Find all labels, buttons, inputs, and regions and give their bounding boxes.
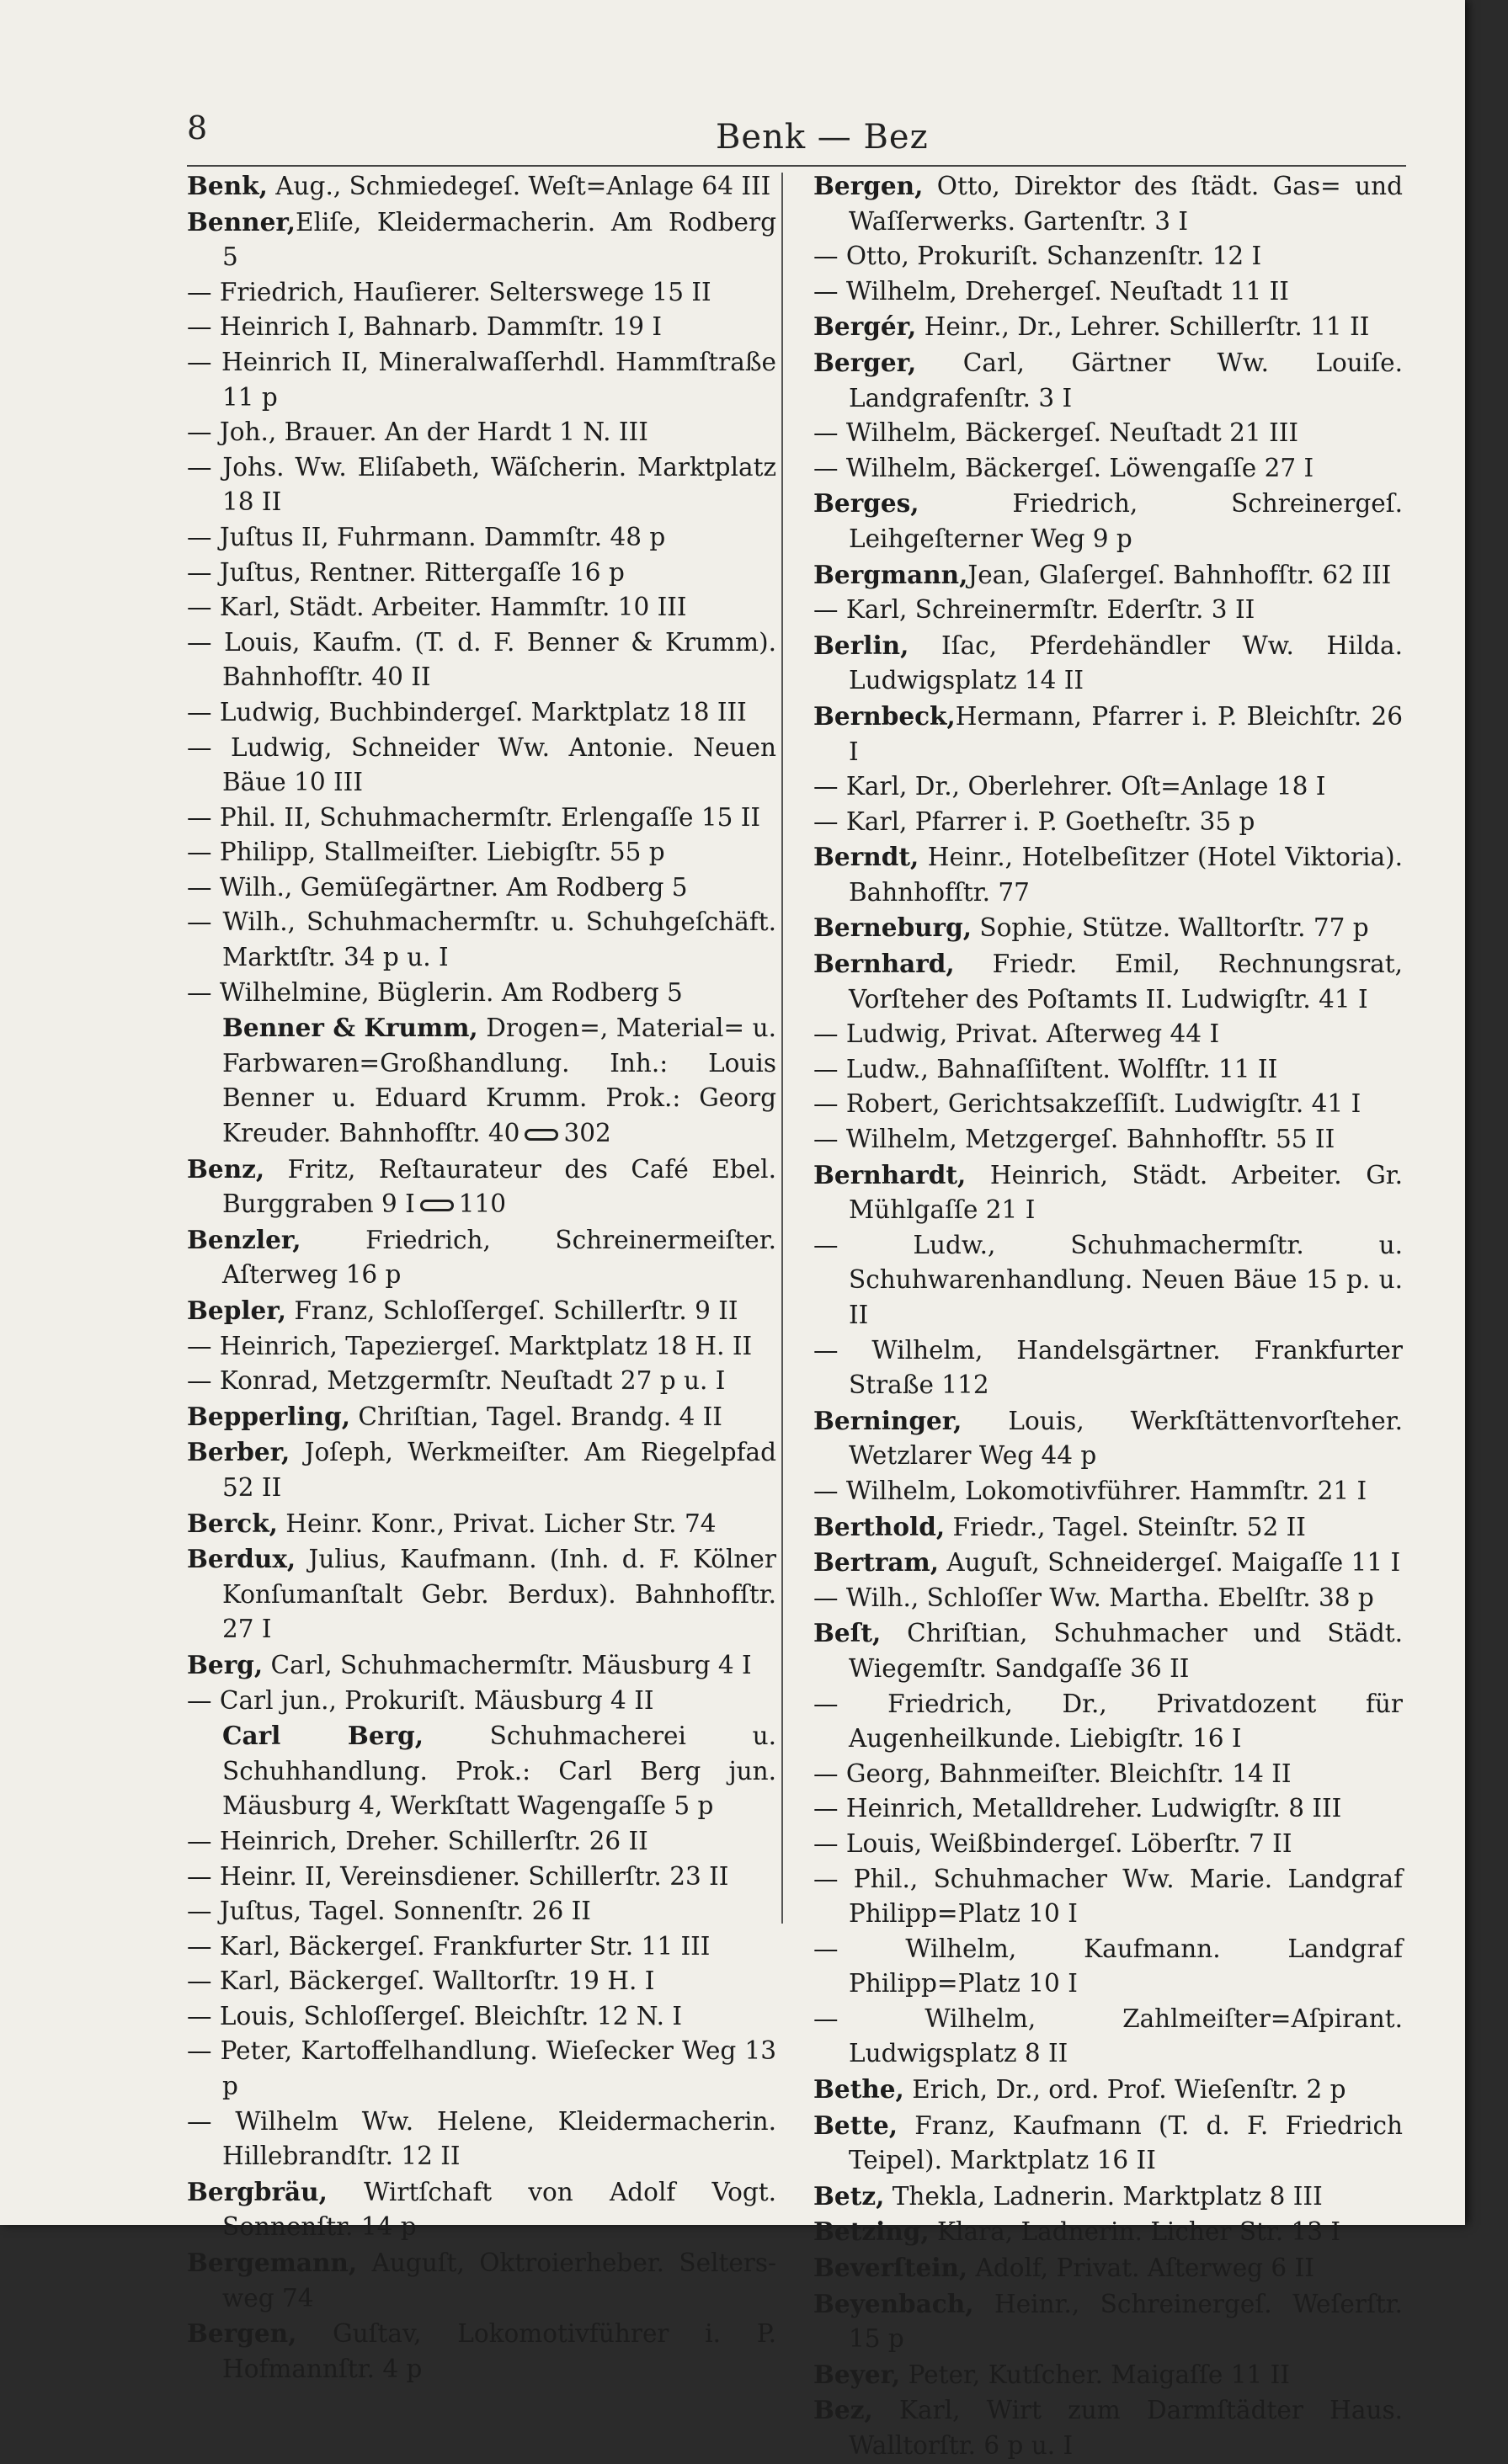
entry-details: Friedrich, Schreinergeſ. Leihgeſterner Weg 9 p (849, 489, 1403, 553)
entry-details: Schuhmacherei u. Schuhhandlung. Prok.: Carl Berg jun. Mäusburg 4, Werkſtatt Wagengaſſe 5 p (222, 1722, 776, 1821)
entry-details: Otto, Direktor des ſtädt. Gas= und Waſſerwerks. Gartenſtr. 3 I (849, 172, 1403, 236)
entry-details: — Robert, Gerichtsakzeſſiſt. Ludwigſtr. 41 I (813, 1089, 1361, 1119)
entry-details: — Ludwig, Schneider Ww. Antonie. Neuen Bäue 10 III (187, 732, 776, 797)
entry-details: — Wilh., Schuhmachermſtr. u. Schuhgeſchäft. Marktſtr. 34 p u. I (187, 907, 776, 972)
directory-entry (187, 1222, 776, 1293)
entry-details: — Wilh., Schloſſer Ww. Martha. Ebelſtr. 38 p (813, 1583, 1374, 1612)
entry-surname: Bette, (813, 2110, 898, 2140)
entry-details: Hermann, Pfarrer i. P. Bleichſtr. 26 I (849, 701, 1403, 766)
entry-details: Eliſe, Kleidermacherin. Am Rodberg 5 (222, 207, 776, 272)
entry-details: Erich, Dr., ord. Prof. Wieſenſtr. 2 p (903, 2075, 1346, 2105)
entry-details: — Friedrich, Dr., Privatdozent für Augenheilkunde. Liebigſtr. 16 I (813, 1689, 1403, 1754)
directory-entry (187, 1364, 776, 1399)
entry-details: — Karl, Schreinermſtr. Ederſtr. 3 II (813, 595, 1255, 625)
directory-entry (813, 1687, 1403, 1757)
entry-details: — Philipp, Stallmeiſter. Liebigſtr. 55 p (187, 838, 665, 867)
directory-entry (813, 2072, 1403, 2108)
entry-surname: Bergér, (813, 311, 917, 342)
entry-surname: Benner, (187, 206, 296, 237)
entry-details: — Juſtus, Rentner. Rittergaſſe 16 p (187, 557, 625, 587)
entry-details: — Georg, Bahnmeiſter. Bleichſtr. 14 II (813, 1759, 1292, 1788)
entry-surname: Bertram, (813, 1547, 940, 1578)
entry-details: Auguſt, Oktroierheber. Seltersweg 74 (222, 2248, 776, 2312)
entry-details: — Ludw., Bahnaſſiſtent. Wolfſtr. 11 II (813, 1054, 1278, 1083)
entry-details: — Ludwig, Buchbindergeſ. Marktplatz 18 III (187, 697, 747, 726)
directory-entry (813, 2002, 1403, 2072)
entry-surname: Beyenbach, (813, 2288, 974, 2318)
entry-details: — Louis, Schloſſergeſ. Bleichſtr. 12 N. I (187, 2001, 683, 2030)
directory-entry (813, 1122, 1403, 1157)
telephone-icon (420, 1200, 454, 1211)
directory-entry (813, 168, 1403, 239)
entry-details: Auguſt, Schneidergeſ. Maigaſſe 11 I (939, 1548, 1401, 1578)
running-head: Benk — Bez (716, 118, 929, 157)
entry-surname: Bethe, (813, 2074, 904, 2105)
entry-details: Franz, Kaufmann (T. d. F. Friedrich Teipel). Marktplatz 16 II (849, 2110, 1403, 2175)
entry-details: Sophie, Stütze. Walltorſtr. 77 p (971, 913, 1369, 943)
directory-entry (187, 1293, 776, 1329)
entry-surname: Benz, (187, 1153, 265, 1184)
directory-entry (187, 450, 776, 520)
entry-details: — Heinrich, Dreher. Schillerſtr. 26 II (187, 1826, 648, 1855)
directory-entry (813, 309, 1403, 345)
directory-entry (187, 695, 776, 731)
entry-details: — Johs. Ww. Eliſabeth, Wäſcherin. Marktplatz 18 II (187, 452, 776, 517)
entry-surname: Berber, (187, 1437, 290, 1467)
entry-details: Julius, Kaufmann. (Inh. d. F. Kölner Konſumanſtalt Gebr. Berdux). Bahnhofſtr. 27 I (222, 1545, 776, 1644)
entry-details: — Karl, Bäckergeſ. Walltorſtr. 19 H. I (187, 1966, 655, 1996)
entry-details: Wirtſchaft von Adolf Vogt. Sonnenſtr. 14 p (222, 2177, 776, 2242)
directory-entry (187, 1824, 776, 1860)
directory-entry (813, 2286, 1403, 2357)
directory-entry (187, 1684, 776, 1719)
entry-details: Heinr., Dr., Lehrer. Schillerſtr. 11 II (916, 312, 1370, 342)
directory-entry (813, 2179, 1403, 2215)
entry-details: — Heinr. II, Vereinsdiener. Schillerſtr. 23 II (187, 1861, 729, 1891)
entry-details: Karl, Wirt zum Darmſtädter Haus. Walltorſtr. 6 p u. I (849, 2396, 1403, 2460)
header-rule (187, 165, 1406, 167)
entry-details: — Heinrich, Metalldreher. Ludwigſtr. 8 III (813, 1794, 1342, 1823)
entry-details: Heinr., Hotelbeſitzer (Hotel Viktoria). Bahnhofſtr. 77 (849, 843, 1403, 907)
directory-entry (187, 1152, 776, 1222)
directory-entry (813, 805, 1403, 840)
entry-details: — Joh., Brauer. An der Hardt 1 N. III (187, 418, 648, 447)
entry-surname: Benzler, (187, 1224, 301, 1254)
directory-entry (813, 1017, 1403, 1052)
left-column (187, 168, 776, 2387)
entry-surname: Bergmann, (813, 559, 968, 589)
entry-details: Iſac, Pferdehändler Ww. Hilda. Ludwigsplatz 14 II (849, 631, 1403, 695)
directory-entry (187, 1860, 776, 1895)
directory-entry (187, 415, 776, 450)
entry-surname: Betzing, (813, 2217, 930, 2247)
entry-details: — Heinrich, Tapeziergeſ. Marktplatz 18 H. II (187, 1331, 753, 1360)
directory-entry (187, 168, 776, 205)
entry-surname: Bernhard, (813, 949, 955, 979)
directory-entry (187, 1718, 776, 1824)
entry-details: — Heinrich I, Bahnarb. Dammſtr. 19 I (187, 312, 663, 342)
entry-surname: Benk, (187, 171, 268, 200)
entry-details: — Wilh., Gemüſegärtner. Am Rodberg 5 (187, 872, 688, 902)
entry-details: — Otto, Prokuriſt. Schanzenſtr. 12 I (813, 242, 1262, 271)
entry-details: — Wilhelm, Metzgergeſ. Bahnhofſtr. 55 II (813, 1125, 1335, 1154)
directory-entry (813, 699, 1403, 769)
directory-entry (187, 1964, 776, 1999)
directory-entry (813, 593, 1403, 628)
directory-entry (813, 628, 1403, 699)
entry-details: Chriſtian, Schuhmacher und Städt. Wiegemſtr. Sandgaſſe 36 II (849, 1619, 1403, 1683)
entry-surname: Berndt, (813, 842, 919, 872)
directory-entry (813, 839, 1403, 910)
entry-details: — Friedrich, Hauſierer. Selterswege 15 II (187, 277, 711, 306)
entry-details: — Ludw., Schuhmachermſtr. u. Schuhwarenhandlung. Neuen Bäue 15 p. u. II (813, 1230, 1403, 1329)
directory-entry (813, 1615, 1403, 1686)
directory-entry (187, 625, 776, 695)
entry-details: Aug., Schmiedegeſ. Weſt=Anlage 64 III (267, 172, 771, 200)
entry-details: — Carl jun., Prokuriſt. Mäusburg 4 II (187, 1685, 654, 1715)
entry-details: Drogen=, Material= u. Farbwaren=Großhandlung. Inh.: Louis Benner u. Eduard Krumm. Prok.: Georg Kreuder. Bahnhofſtr. 40 (222, 1014, 777, 1148)
entry-surname: Carl Berg, (222, 1721, 424, 1751)
entry-details: — Konrad, Metzgermſtr. Neuſtadt 27 p u. I (187, 1366, 726, 1396)
entry-details: Klara, Ladnerin. Licher Str. 13 I (929, 2217, 1341, 2247)
directory-entry (813, 2214, 1403, 2250)
entry-details: Jean, Glaſergeſ. Bahnhofſtr. 62 III (967, 560, 1392, 589)
entry-surname: Bergen, (813, 171, 924, 200)
directory-entry (187, 1399, 776, 1435)
entry-surname: Bernhardt, (813, 1159, 967, 1189)
directory-entry (813, 1581, 1403, 1616)
directory-entry (813, 1087, 1403, 1122)
entry-surname: Berthold, (813, 1511, 946, 1541)
directory-entry (187, 870, 776, 906)
directory-entry (813, 1333, 1403, 1403)
directory-entry (813, 1403, 1403, 1474)
directory-entry (187, 801, 776, 836)
entry-details: — Ludwig, Privat. Aſterweg 44 I (813, 1019, 1220, 1049)
entry-details: Heinr. Konr., Privat. Licher Str. 74 (277, 1509, 717, 1538)
directory-entry (187, 345, 776, 415)
entry-details: — Phil., Schuhmacher Ww. Marie. Landgraf Philipp=Platz 10 I (813, 1864, 1403, 1929)
entry-details: — Karl, Dr., Oberlehrer. Oſt=Anlage 18 I (813, 772, 1326, 801)
directory-entry (187, 1541, 776, 1647)
directory-entry (813, 1509, 1403, 1546)
entry-details: — Juſtus II, Fuhrmann. Dammſtr. 48 p (187, 522, 666, 551)
directory-entry (187, 2316, 776, 2387)
directory-entry (187, 905, 776, 975)
entry-details: — Wilhelm, Bäckergeſ. Löwengaſſe 27 I (813, 453, 1314, 482)
directory-entry (187, 1329, 776, 1365)
entry-details: — Wilhelm, Drehergeſ. Neuſtadt 11 II (813, 276, 1289, 306)
right-column (813, 168, 1403, 2464)
entry-details: Heinrich, Städt. Arbeiter. Gr. Mühlgaſſe 21 I (849, 1160, 1403, 1225)
directory-entry (813, 345, 1403, 416)
directory-entry (187, 731, 776, 801)
entry-surname: Bepler, (187, 1296, 286, 1325)
directory-entry (187, 1929, 776, 1965)
directory-entry (187, 520, 776, 556)
directory-entry (187, 1647, 776, 1684)
directory-entry (813, 1791, 1403, 1827)
directory-entry (813, 2250, 1403, 2286)
entry-details: Adolf, Privat. Aſterweg 6 II (967, 2254, 1314, 2283)
entry-details: — Wilhelm, Bäckergeſ. Neuſtadt 21 III (813, 418, 1299, 448)
directory-entry (813, 1052, 1403, 1088)
directory-entry (187, 2034, 776, 2104)
directory-entry (813, 2108, 1403, 2179)
entry-surname: Bergen, (187, 2318, 297, 2349)
entry-surname: Beyer, (813, 2359, 901, 2389)
entry-details: — Wilhelmine, Büglerin. Am Rodberg 5 (187, 977, 683, 1007)
entry-surname: Bepperling, (187, 1401, 351, 1431)
entry-details: — Phil. II, Schuhmachermſtr. Erlengaſſe 15 II (187, 802, 761, 832)
page-number: 8 (187, 109, 208, 146)
entry-details: — Louis, Weißbindergeſ. Löberſtr. 7 II (813, 1828, 1292, 1858)
directory-entry (813, 769, 1403, 805)
directory-entry (813, 2392, 1403, 2463)
entry-surname: Bergemann, (187, 2248, 358, 2278)
entry-surname: Berck, (187, 1508, 278, 1538)
entry-details: Chriſtian, Tagel. Brandg. 4 II (350, 1402, 722, 1431)
directory-entry (813, 274, 1403, 310)
directory-entry (813, 239, 1403, 274)
directory-entry (813, 557, 1403, 593)
entry-details: Joſeph, Werkmeiſter. Am Riegelpfad 52 II (222, 1438, 776, 1502)
directory-entry (813, 1827, 1403, 1862)
entry-details: Carl, Gärtner Ww. Louiſe. Landgrafenſtr. 3 I (849, 348, 1403, 412)
directory-entry (187, 556, 776, 591)
directory-entry (187, 1894, 776, 1929)
directory-entry (813, 486, 1403, 556)
entry-details: Heinr., Schreinergeſ. Weſerſtr. 15 p (849, 2289, 1403, 2354)
entry-details: — Karl, Städt. Arbeiter. Hammſtr. 10 III (187, 593, 687, 622)
entry-surname: Berg, (187, 1649, 264, 1679)
entry-details: — Wilhelm, Lokomotivführer. Hammſtr. 21 I (813, 1476, 1367, 1505)
directory-entry (187, 1434, 776, 1505)
entry-details: Carl, Schuhmachermſtr. Mäusburg 4 I (263, 1650, 752, 1679)
entry-surname: Berlin, (813, 630, 909, 660)
directory-entry (187, 310, 776, 345)
directory-entry (187, 2105, 776, 2174)
directory-entry (813, 1157, 1403, 1228)
entry-surname: Bernbeck, (813, 700, 956, 731)
directory-entry (813, 1474, 1403, 1509)
entry-details: — Karl, Pfarrer i. P. Goetheſtr. 35 p (813, 806, 1255, 836)
directory-entry (187, 2245, 776, 2316)
directory-entry (187, 1999, 776, 2035)
entry-surname: Berger, (813, 347, 917, 377)
entry-details: — Wilhelm, Zahlmeiſter=Aſpirant. Ludwigsplatz 8 II (813, 2004, 1403, 2068)
directory-entry (187, 835, 776, 870)
entry-surname: Benner & Krumm, (222, 1013, 478, 1043)
entry-details: Guſtav, Lokomotivführer i. P. Hofmannſtr. 4 p (222, 2319, 776, 2383)
entry-details: — Wilhelm, Handelsgärtner. Frankfurter Straße 112 (813, 1335, 1403, 1400)
entry-details: — Peter, Kartoffelhandlung. Wieſecker Weg 13 p (187, 2036, 776, 2101)
directory-entry (187, 976, 776, 1011)
directory-entry (813, 1757, 1403, 1792)
directory-entry (187, 205, 776, 275)
entry-details: — Juſtus, Tagel. Sonnenſtr. 26 II (187, 1897, 591, 1926)
directory-entry (813, 2357, 1403, 2393)
entry-details: — Louis, Kaufm. (T. d. F. Benner & Krumm). Bahnhofſtr. 40 II (187, 627, 776, 692)
telephone-number: 110 (458, 1189, 507, 1219)
directory-entry (813, 451, 1403, 487)
entry-details: Thekla, Ladnerin. Marktplatz 8 III (884, 2181, 1323, 2211)
entry-details: Louis, Werkſtättenvorſteher. Wetzlarer Weg 44 p (849, 1406, 1403, 1471)
entry-surname: Berneburg, (813, 913, 972, 943)
entry-surname: Beſt, (813, 1618, 882, 1648)
entry-details: Franz, Schloſſergeſ. Schillerſtr. 9 II (285, 1296, 738, 1325)
directory-entry (187, 590, 776, 625)
column-divider (781, 173, 783, 1924)
entry-surname: Berninger, (813, 1405, 962, 1435)
entry-details: — Heinrich II, Mineralwaſſerhdl. Hammſtraße 11 p (187, 347, 776, 412)
entry-details: Friedr. Emil, Rechnungsrat, Vorſteher des Poſtamts II. Ludwigſtr. 41 I (849, 950, 1403, 1014)
entry-details: Friedrich, Schreinermeiſter. Aſterweg 16 p (222, 1225, 776, 1290)
entry-surname: Beverſtein, (813, 2253, 968, 2283)
entry-surname: Bez, (813, 2395, 873, 2425)
directory-entry (813, 1228, 1403, 1333)
directory-entry (813, 946, 1403, 1017)
directory-entry (187, 1010, 776, 1151)
entry-surname: Bergbräu, (187, 2176, 328, 2206)
telephone-number: 302 (563, 1119, 611, 1148)
directory-entry (813, 1862, 1403, 1932)
entry-details: — Karl, Bäckergeſ. Frankfurter Str. 11 III (187, 1931, 711, 1961)
directory-entry (187, 2174, 776, 2245)
entry-details: Fritz, Reſtaurateur des Café Ebel. Burggraben 9 I (222, 1154, 776, 1219)
entry-details: Friedr., Tagel. Steinſtr. 52 II (945, 1512, 1306, 1541)
directory-entry (187, 1506, 776, 1542)
directory-entry (813, 1545, 1403, 1581)
directory-entry (813, 416, 1403, 451)
directory-entry (187, 275, 776, 311)
entry-surname: Berges, (813, 488, 919, 519)
directory-entry (813, 910, 1403, 946)
telephone-icon (525, 1129, 558, 1141)
entry-surname: Berdux, (187, 1544, 296, 1574)
directory-entry (813, 1932, 1403, 2002)
entry-details: — Wilhelm Ww. Helene, Kleidermacherin. Hillebrandſtr. 12 II (187, 2106, 776, 2171)
entry-details: — Wilhelm, Kaufmann. Landgraf Philipp=Platz 10 I (813, 1934, 1403, 1998)
entry-details: Peter, Kutſcher. Maigaſſe 11 II (900, 2360, 1290, 2389)
entry-surname: Betz, (813, 2180, 885, 2211)
